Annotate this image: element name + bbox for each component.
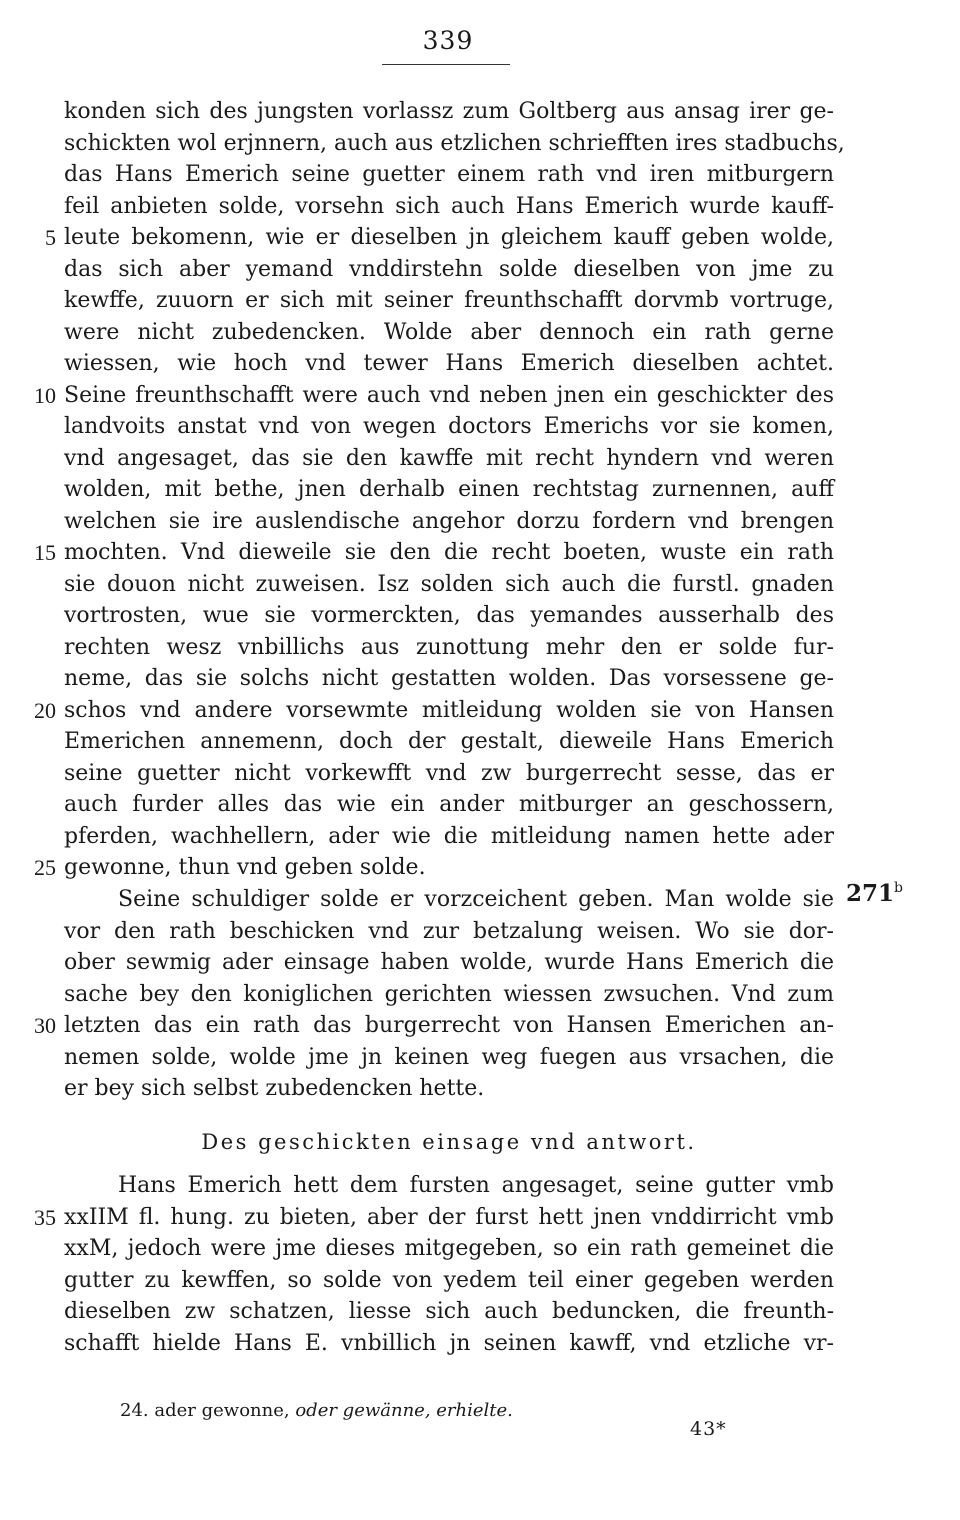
text-line: [0, 569, 960, 601]
line-text: Seine freunthschafft were auch vnd neben jnen ein geschickter des: [64, 382, 834, 408]
text-line: [0, 537, 960, 569]
margin-folio-suffix: b: [894, 880, 903, 896]
text-line: [0, 695, 960, 727]
text-line: [0, 411, 960, 443]
text-line: [0, 979, 960, 1011]
footnote-text: ader gewonne,: [154, 1400, 290, 1421]
line-text: pferden, wachhellern, ader wie die mitleidung namen hette ader: [64, 823, 834, 849]
line-text: xxIIM fl. hung. zu bieten, aber der furst hett jnen vnddirricht vmb: [64, 1204, 834, 1230]
text-line: [0, 852, 960, 884]
line-text: landvoits anstat vnd von wegen doctors Emerichs vor sie komen,: [64, 414, 834, 439]
line-text: das Hans Emerich seine guetter einem rath vnd iren mitburgern: [64, 162, 834, 187]
line-text: feil anbieten solde, vorsehn sich auch Hans Emerich wurde kauff-: [64, 193, 834, 219]
line-number: 20: [34, 697, 56, 723]
text-line: [0, 191, 960, 223]
text-line: [0, 348, 960, 380]
line-text: schafft hielde Hans E. vnbillich jn seinen kawff, vnd etzliche vr-: [64, 1330, 834, 1356]
line-number: 5: [45, 225, 56, 250]
text-line: [0, 758, 960, 790]
text-line: [0, 285, 960, 317]
text-line: [0, 506, 960, 538]
line-text: letzten das ein rath das burgerrecht von Hansen Emerichen an-: [64, 1013, 834, 1038]
text-line: [0, 443, 960, 475]
text-line: [0, 1202, 960, 1234]
line-text: sie douon nicht zuweisen. Isz solden sich auch die furstl. gnaden: [64, 571, 834, 597]
signature-mark: 43*: [690, 1418, 727, 1440]
text-line: [0, 1296, 960, 1328]
line-text: neme, das sie solchs nicht gestatten wolden. Das vorsessene ge-: [64, 666, 834, 691]
line-text: vortrosten, wue sie vormerckten, das yemandes ausserhalb des: [64, 603, 834, 628]
text-line: [0, 254, 960, 286]
line-text: ober sewmig ader einsage haben wolde, wurde Hans Emerich die: [64, 950, 834, 975]
line-text: schickten wol erjnnern, auch aus etzlichen schriefften ires stadbuchs,: [64, 130, 845, 156]
text-line: [0, 789, 960, 821]
page-number: 339: [422, 26, 474, 55]
line-text: wolden, mit bethe, jnen derhalb einen rechtstag zurnennen, auff: [64, 477, 834, 502]
line-text: dieselben zw schatzen, liesse sich auch beduncken, die freunth-: [64, 1299, 834, 1324]
footnote-marker: 24.: [120, 1400, 149, 1421]
line-text: schos vnd andere vorsewmte mitleidung wolden sie von Hansen: [64, 697, 834, 723]
line-number: 30: [34, 1013, 56, 1038]
line-text: vor den rath beschicken vnd zur betzalung weisen. Wo sie dor-: [64, 918, 834, 944]
line-text: konden sich des jungsten vorlassz zum Goltberg aus ansag irer ge-: [64, 99, 834, 124]
text-line: [0, 159, 960, 191]
line-text: auch furder alles das wie ein ander mitburger an geschossern,: [64, 792, 834, 817]
text-line: [0, 884, 960, 916]
footnote: [120, 1398, 513, 1424]
text-line: [0, 380, 960, 412]
line-text: Emerichen annemenn, doch der gestalt, dieweile Hans Emerich: [64, 729, 834, 754]
text-line: [0, 222, 960, 254]
text-line: [0, 1042, 960, 1074]
text-line: [0, 96, 960, 128]
text-line: [0, 632, 960, 664]
line-text: wiessen, wie hoch vnd tewer Hans Emerich dieselben achtet.: [64, 351, 834, 376]
line-text: leute bekomenn, wie er dieselben jn gleichem kauff geben wolde,: [64, 225, 834, 250]
margin-folio-note: [846, 880, 903, 907]
line-number: 25: [34, 855, 56, 880]
text-line: [0, 663, 960, 695]
text-line: [0, 128, 960, 160]
line-text: kewffe, zuuorn er sich mit seiner freunthschafft dorvmb vortruge,: [64, 288, 834, 313]
text-line: [0, 1233, 960, 1265]
text-line: [0, 1170, 960, 1202]
text-line: [0, 947, 960, 979]
margin-folio-number: 271: [846, 880, 895, 907]
text-line: [0, 1010, 960, 1042]
line-text: were nicht zubedencken. Wolde aber dennoch ein rath gerne: [64, 319, 834, 345]
line-number: 35: [34, 1204, 56, 1230]
line-text: er bey sich selbst zubedencken hette.: [64, 1076, 485, 1101]
line-text: sache bey den koniglichen gerichten wiessen zwsuchen. Vnd zum: [64, 981, 834, 1007]
text-line: [0, 821, 960, 853]
line-text: gewonne, thun vnd geben solde.: [64, 855, 426, 880]
line-text: vnd angesaget, das sie den kawffe mit recht hyndern vnd weren: [64, 445, 834, 471]
header-rule: [382, 64, 510, 65]
line-text: das sich aber yemand vnddirstehn solde dieselben von jme zu: [64, 256, 834, 282]
text-line: [0, 317, 960, 349]
footnote-gloss: oder gewänne, erhielte.: [295, 1400, 513, 1421]
line-text: rechten wesz vnbillichs aus zunottung mehr den er solde fur-: [64, 634, 834, 660]
line-text: Hans Emerich hett dem fursten angesaget, seine gutter vmb: [118, 1173, 834, 1198]
text-line: [0, 474, 960, 506]
line-text: mochten. Vnd dieweile sie den die recht boeten, wuste ein rath: [64, 540, 834, 565]
line-text: Seine schuldiger solde er vorzceichent geben. Man wolde sie: [118, 887, 834, 912]
line-text: gutter zu kewffen, so solde von yedem teil einer gegeben werden: [64, 1267, 834, 1293]
text-line: [0, 600, 960, 632]
text-line: [0, 1073, 960, 1105]
text-line: [0, 916, 960, 948]
line-number: 15: [34, 540, 56, 565]
line-text: welchen sie ire auslendische angehor dorzu fordern vnd brengen: [64, 508, 834, 534]
section-heading: Des geschickten einsage vnd antwort.: [201, 1130, 697, 1154]
text-line: [0, 726, 960, 758]
text-line: [0, 1328, 960, 1360]
line-text: seine guetter nicht vorkewfft vnd zw burgerrecht sesse, das er: [64, 760, 834, 786]
text-line: [0, 1265, 960, 1297]
line-text: xxM, jedoch were jme dieses mitgegeben, so ein rath gemeinet die: [64, 1236, 834, 1261]
line-text: nemen solde, wolde jme jn keinen weg fuegen aus vrsachen, die: [64, 1044, 834, 1070]
line-number: 10: [34, 382, 56, 408]
